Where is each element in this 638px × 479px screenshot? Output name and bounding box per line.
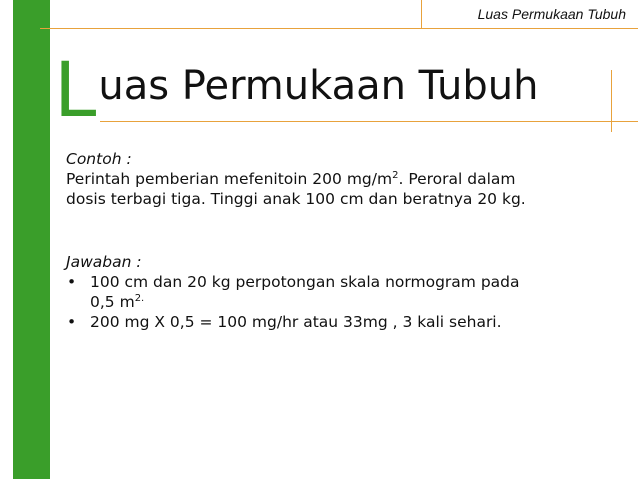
answer-superscript: 2. (134, 293, 145, 304)
answer-bullet-1-line-2: 0,5 m (90, 293, 135, 311)
header-vertical-divider (421, 0, 422, 29)
example-superscript: 2 (392, 170, 399, 181)
example-label: Contoh : (66, 150, 132, 168)
example-line-1-tail: . Peroral dalam (398, 170, 516, 188)
slide-content (66, 149, 626, 332)
answer-bullet-2: • 200 mg X 0,5 = 100 mg/hr atau 33mg , 3 kali sehari. (66, 312, 626, 332)
answer-bullet-1-line-1: 100 cm dan 20 kg perpotongan skala normogram pada (90, 273, 520, 291)
title-underline (100, 121, 638, 122)
example-line-1 (66, 169, 626, 189)
header-divider (40, 28, 638, 29)
header-title: Luas Permukaan Tubuh (477, 6, 626, 22)
title-vertical-divider (611, 70, 612, 132)
answer-list (66, 272, 626, 332)
spacer (66, 209, 626, 252)
title-initial: L (54, 45, 97, 134)
answer-bullet-1 (66, 272, 626, 312)
example-line-2: dosis terbagi tiga. Tinggi anak 100 cm dan beratnya 20 kg. (66, 190, 526, 208)
title-rest: uas Permukaan Tubuh (98, 63, 539, 109)
answer-label: Jawaban : (66, 253, 142, 271)
example-line-1-text: Perintah pemberian mefenitoin 200 mg/m (66, 170, 393, 188)
slide-title (54, 45, 539, 134)
left-accent-bar (13, 0, 50, 479)
